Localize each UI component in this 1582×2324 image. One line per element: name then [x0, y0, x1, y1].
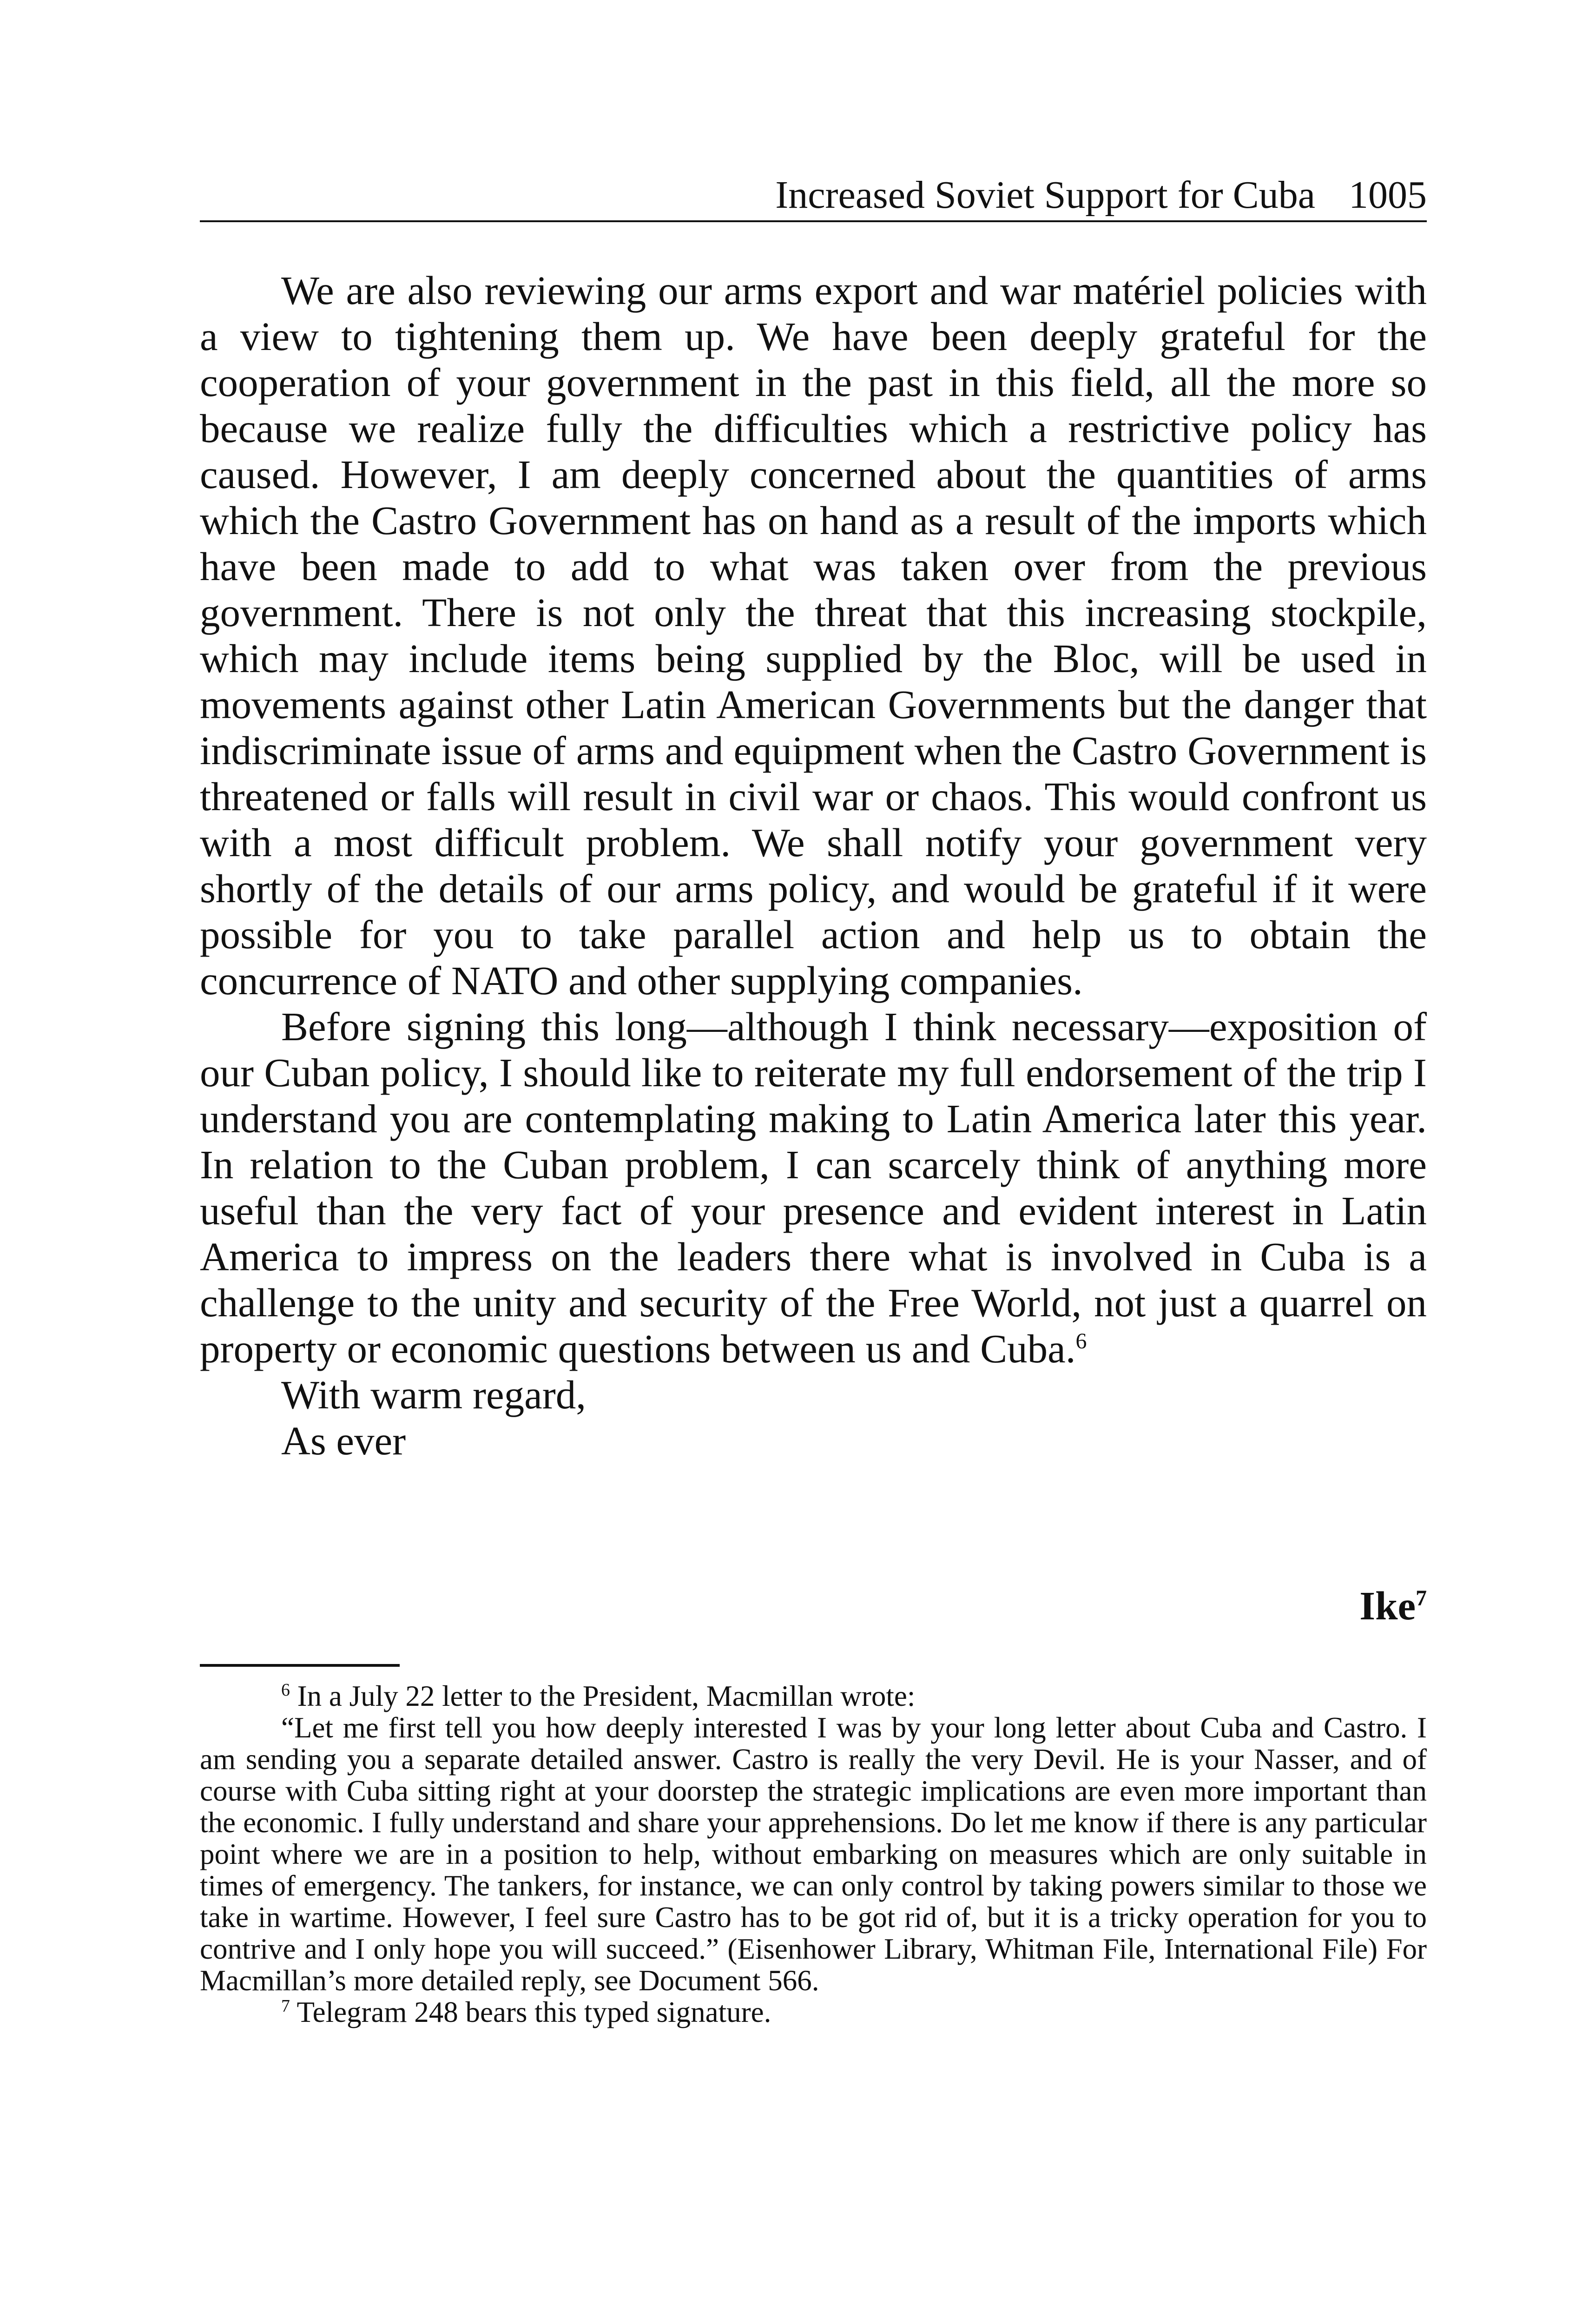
footnote-text: In a July 22 letter to the President, Macmillan wrote:	[297, 1680, 916, 1712]
body-paragraph	[200, 267, 1427, 1004]
document-page	[200, 0, 1427, 2324]
footnote-text: Telegram 248 bears this typed signature.	[297, 1996, 771, 2028]
paragraph-text: We are also reviewing our arms export and war matériel policies with a view to tightening them up. We have been deeply grateful for the cooperation of your government in the past in this field, all the more so because we realize fully the difficulties which a restrictive policy has caused. However, I am deeply concerned about the quantities of arms which the Castro Government has on hand as a result of the imports which have been made to add to what was taken over from the previous government. There is not only the threat that this increasing stockpile, which may include items being supplied by the Bloc, will be used in movements against other Latin American Governments but the danger that indiscriminate issue of arms and equipment when the Castro Government is threatened or falls will result in civil war or chaos. This would confront us with a most difficult problem. We shall notify your government very shortly of the details of our arms policy, and would be grateful if it were possible for you to take parallel action and help us to obtain the concurrence of NATO and other supplying companies.	[200, 268, 1427, 1003]
closing-line: With warm regard,	[281, 1372, 586, 1417]
footnote	[200, 1996, 1427, 2028]
letter-body	[200, 267, 1427, 1464]
closing-line: As ever	[281, 1418, 406, 1463]
footnotes	[200, 1680, 1427, 2028]
footnote-quote: “Let me first tell you how deeply interested I was by your long letter about Cuba and Castro. I am sending you a separate detailed answer. Castro is really the very Devil. He is your Nasser, and of course with Cuba sitting right at your doorstep the strategic implications are even more important than the economic. I fully understand and share your apprehensions. Do let me know if there is any particular point where we are in a position to help, without embarking on measures which are only suitable in times of emergency. The tankers, for instance, we can only control by taking powers similar to those we take in wartime. However, I feel sure Castro has to be got rid of, but it is a tricky operation for you to contrive and I only hope you will succeed.” (Eisenhower Library, Whitman File, International File) For Macmillan’s more detailed reply, see Document 566.	[200, 1711, 1427, 1997]
footnote-rule	[200, 1664, 400, 1667]
paragraph-text: Before signing this long—although I think necessary—exposition of our Cuban policy, I should like to reiterate my full endorsement of the trip I understand you are contemplating making to Latin America later this year. In relation to the Cuban problem, I can scarcely think of anything more useful than the very fact of your presence and evident interest in Latin America to impress on the leaders there what is involved in Cuba is a challenge to the unity and security of the Free World, not just a quarrel on property or economic questions between us and Cuba.	[200, 1004, 1427, 1371]
closing	[200, 1372, 1427, 1464]
footnote-marker: 7	[281, 1996, 290, 2016]
page-number: 1005	[1349, 173, 1427, 217]
footnote-reference[interactable]: 6	[1075, 1329, 1087, 1353]
signature-name: Ike	[1359, 1583, 1416, 1628]
body-paragraph	[200, 1004, 1427, 1372]
running-head-title: Increased Soviet Support for Cuba	[775, 173, 1315, 217]
running-head	[775, 172, 1427, 218]
footnote-marker: 6	[281, 1680, 290, 1700]
signature	[1359, 1583, 1427, 1629]
footnote-reference[interactable]: 7	[1416, 1586, 1427, 1611]
header-rule	[200, 220, 1427, 222]
footnote	[200, 1680, 1427, 1712]
